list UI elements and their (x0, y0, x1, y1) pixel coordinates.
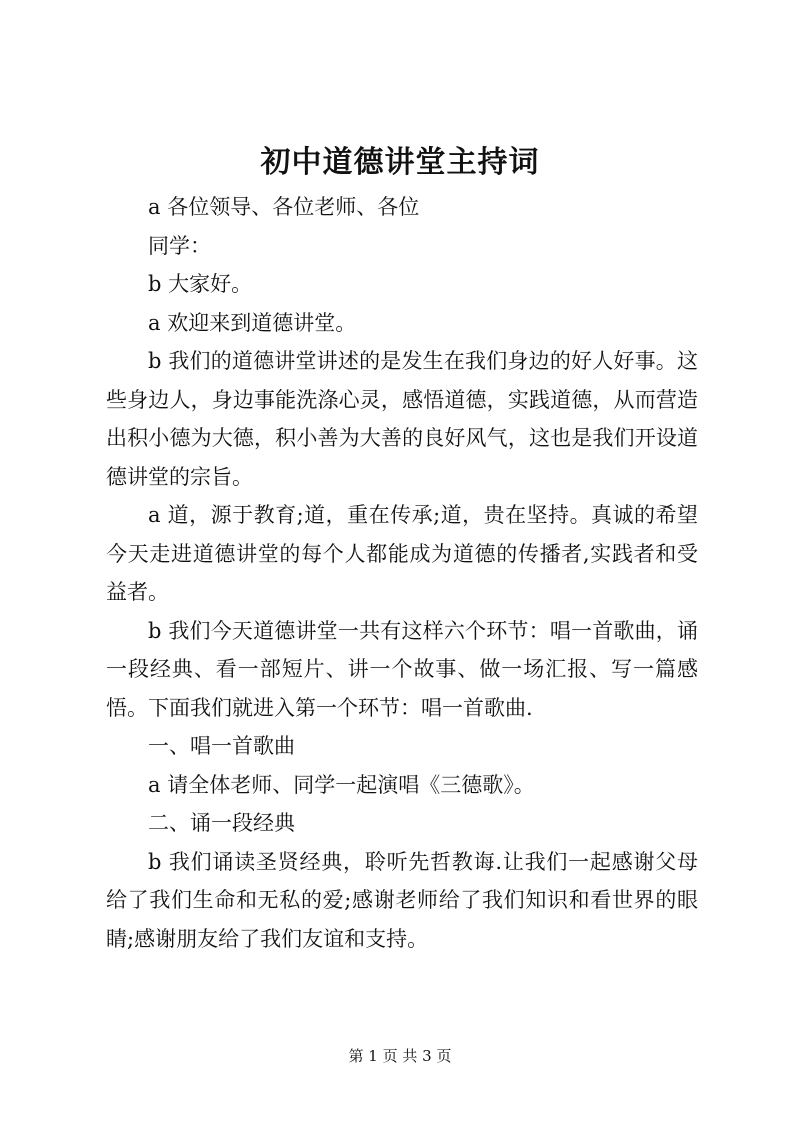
page-footer: 第 1 页 共 3 页 (348, 1047, 452, 1065)
section-heading: 二、诵一段经典 (148, 811, 295, 835)
paragraph: b 我们今天道德讲堂一共有这样六个环节：唱一首歌曲，诵一段经典、看一部短片、讲一个故事、做一场汇报、写一篇感悟。下面我们就进入第一个环节：唱一首歌曲. (106, 618, 698, 720)
paragraph: a 道，源于教育;道，重在传承;道，贵在坚持。真诚的希望今天走进道德讲堂的每个人都能成为道德的传播者,实践者和受益者。 (106, 503, 698, 604)
document-body (106, 188, 698, 958)
paragraph: b 我们诵读圣贤经典，聆听先哲教诲.让我们一起感谢父母给了我们生命和无私的爱;感谢老师给了我们知识和看世界的眼睛;感谢朋友给了我们友谊和支持。 (106, 849, 698, 951)
paragraph: 同学： (148, 233, 211, 258)
paragraph: a 各位领导、各位老师、各位 (148, 195, 420, 219)
paragraph: b 我们的道德讲堂讲述的是发生在我们身边的好人好事。这些身边人，身边事能洗涤心灵，感悟道德，实践道德，从而营造出积小德为大德，积小善为大善的良好风气，这也是我们开设道德讲堂的宗旨。 (106, 349, 698, 489)
section-heading: 一、唱一首歌曲 (148, 734, 295, 758)
paragraph: a 欢迎来到道德讲堂。 (148, 310, 357, 335)
paragraph: a 请全体老师、同学一起演唱《三德歌》。 (148, 772, 535, 797)
paragraph: b 大家好。 (148, 272, 253, 296)
document-title: 初中道德讲堂主持词 (260, 145, 540, 180)
